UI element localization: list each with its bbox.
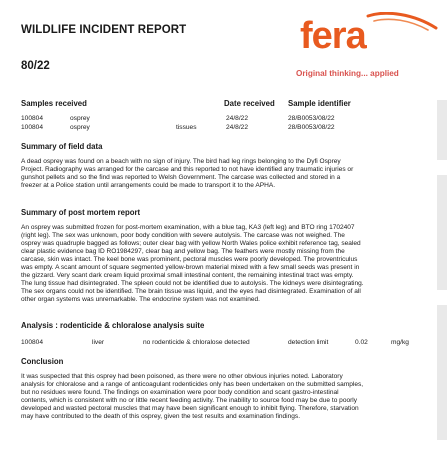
analysis-result: no rodenticide & chloralose detected [143,339,250,346]
history-line: freezer at a Police station until arrangements could be made to transport it to the APHA. [21,182,276,190]
postmortem-heading: Summary of post mortem report [21,208,141,217]
history-line: Project. Radiography was arranged for the carcase and this reported to not have identified any traumatic injuries or [21,166,354,174]
postmortem-line: (right leg). The sex was unknown, poor body condition with severe autolysis. The carcase was not weighed. The [21,232,345,240]
analysis-tissue: liver [92,339,105,346]
page-edge-decoration [437,100,447,449]
detection-limit-label: detection limit [288,339,329,346]
postmortem-line: clear plastic evidence bag ID RO1984297, clear bag and yellow bag. The feathers were mostly missing from the [21,248,345,256]
history-line: gunshot pellets and so the find was reported to Welsh Government. The carcase was collected and stored in a [21,174,341,182]
postmortem-paragraph [21,224,429,304]
conclusion-paragraph [21,373,429,421]
history-line: A dead osprey was found on a beach with no sign of injury. The bird had leg rings belonging to the Dyfi Osprey [21,158,341,165]
postmortem-line: carcase, skin was intact. The keel bone was prominent, pectoral muscles were poorly developed. The proventriculus [21,256,358,264]
sample-species: osprey [70,124,90,131]
sample-identifier-heading: Sample identifier [288,99,351,108]
sample-date: 24/8/22 [226,124,248,131]
postmortem-line: was empty. A scant amount of square segmented yellow-brown material mixed with a few small seeds was present in [21,264,360,272]
postmortem-line: osprey was quadruple bagged as follows; outer clear bag with yellow North Wales police exhibit reference tag, sealed [21,240,361,248]
report-number: 80/22 [21,60,50,72]
conclusion-line: but no residues were found. The findings on examination were poor body condition and scant gastro-intestinal [21,389,339,397]
postmortem-line: An osprey was submitted frozen for post-mortem examination, with a blue tag, KA3 (left leg) and BTO ring 1702407 [21,224,355,231]
conclusion-line: contents, which is consistent with no or little recent feeding activity. The inability to source food may be due to poorly [21,397,358,405]
edge-segment [437,100,447,160]
conclusion-heading: Conclusion [21,357,64,366]
samples-heading: Samples received [21,99,87,108]
postmortem-line: The sex organs could not be identified. The brain tissue was liquid, and the eyes had disintegrated. Examination of all [21,288,361,296]
sample-ref: 100804 [21,115,44,122]
logo-tagline: Original thinking... applied [296,69,399,78]
date-received-heading: Date received [224,99,275,108]
sample-date: 24/8/22 [226,115,248,122]
conclusion-line: developed and wasted pectoral muscles that may have been significant enough to inhibit flying. Therefore, starvation [21,405,359,413]
postmortem-line: the gizzard. Very scant dark cream liquid proximal small intestinal content, the remaining intestinal tract was empty. [21,272,354,280]
sample-identifier: 28/B0053/08/22 [288,115,335,122]
edge-segment [437,175,447,290]
edge-segment [437,305,447,440]
postmortem-line: The lung tissue had disintegrated. The spleen could not be identified due to autolysis. The kidneys were disintegrating. [21,280,364,288]
history-heading: Summary of field data [21,142,103,151]
logo-wordmark: fera [300,15,366,57]
detection-limit-value: 0.02 [355,339,368,346]
conclusion-line: may have contributed to the death of this osprey, given the test results and examination findings. [21,413,301,421]
analysis-ref: 100804 [21,339,44,346]
conclusion-line: It was suspected that this osprey had been poisoned, as there were no other obvious injuries noted. Laboratory [21,373,343,380]
detection-limit-unit: mg/kg [391,339,409,346]
history-paragraph [21,158,429,190]
postmortem-line: other organ systems was unremarkable. The endocrine system was not examined. [21,296,260,304]
sample-identifier: 28/B0053/08/22 [288,124,335,131]
conclusion-line: analysis for chloralose and a range of anticoagulant rodenticides only has been undertaken on the submitted samples, [21,381,364,389]
report-title: WILDLIFE INCIDENT REPORT [21,24,187,36]
sample-ref: 100804 [21,124,44,131]
analysis-heading: Analysis : rodenticide & chloralose analysis suite [21,321,205,330]
sample-tissue: tissues [176,124,197,131]
fera-logo [290,12,440,87]
sample-species: osprey [70,115,90,122]
